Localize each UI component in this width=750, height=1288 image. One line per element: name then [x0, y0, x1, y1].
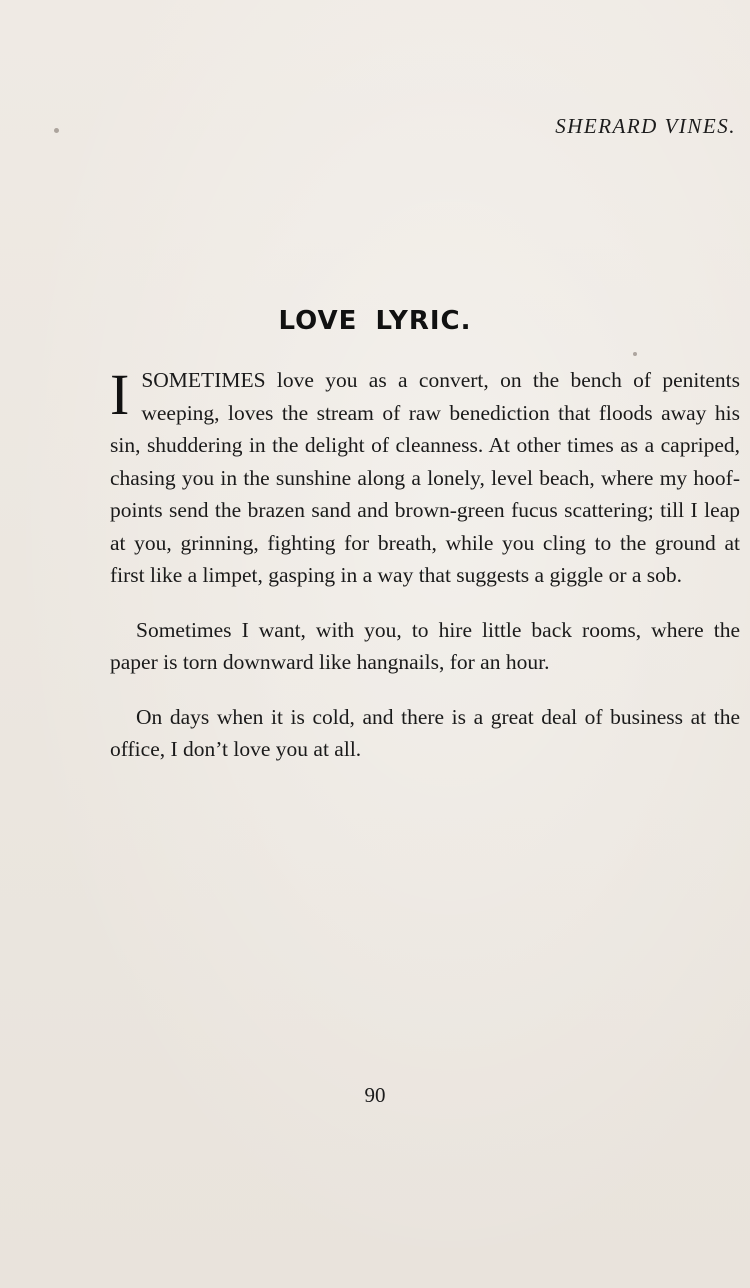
page-number: 90: [364, 1083, 386, 1107]
paragraph-1: [110, 364, 740, 592]
poem-title: LOVE LYRIC.: [278, 306, 472, 336]
drop-cap: I: [110, 362, 130, 427]
poem-body: [110, 364, 740, 788]
paper-speck: [54, 128, 59, 133]
running-head: SHERARD VINES.: [555, 114, 736, 138]
paragraph-3: On days when it is cold, and there is a great deal of business at the office, I don’t love you at all.: [110, 704, 740, 761]
paper-speck: [633, 352, 637, 356]
paragraph-2: Sometimes I want, with you, to hire little back rooms, where the paper is torn downward like hangnails, for an hour.: [110, 617, 740, 674]
paragraph-1-text: SOMETIMES love you as a convert, on the bench of penitents weeping, loves the stream of raw benediction that floods away his sin, shuddering in the delight of cleanness. At other times as a capriped, chasing you in the sunshine along a lonely, level beach, where my hoof-points send the brazen sand and brown-green fucus scattering; till I leap at you, grinning, fighting for breath, while you cling to the ground at first like a limpet, gasping in a way that suggests a giggle or a sob.: [110, 368, 740, 587]
